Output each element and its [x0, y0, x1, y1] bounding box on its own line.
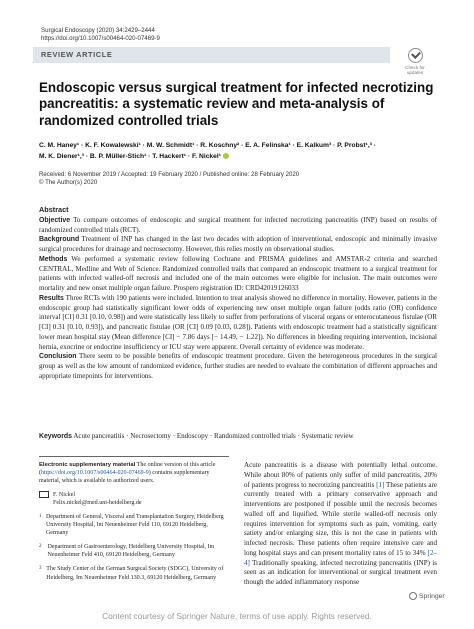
springer-logo-icon	[409, 592, 417, 600]
affiliation-number: 2	[39, 544, 42, 550]
check-for-updates-button[interactable]	[400, 48, 430, 75]
abstract-conclusion	[39, 352, 437, 381]
check-updates-icon	[408, 48, 423, 63]
results-label: Results	[39, 294, 64, 302]
authors-line-1: C. M. Haney¹ · K. F. Kowalewski¹ · M. W. Schmidt¹ · R. Koschny² · E. A. Felinska¹ · E. Kalkum³ · P. Probst¹,³ ·	[39, 142, 377, 149]
keywords-line	[39, 432, 437, 442]
conclusion-text: There seem to be possible benefits of endoscopic treatment procedure. Given the heterogeneous procedures in the surgical group as well as the low amount of randomized evidence, further studies are needed to evaluate the combination of different approaches and appropriate timepoints for interventions.	[39, 352, 437, 380]
body-p3: Traditionally speaking, infected necrotizing pancreatitis (INP) is seen as an indication for interventional or surgical treatment even though the added inflammatory response	[244, 558, 437, 586]
abstract-heading: Abstract	[39, 205, 69, 214]
affiliation	[39, 543, 227, 565]
correspondence-name: F. Nickel	[53, 492, 76, 499]
copyright-line: © The Author(s) 2020	[39, 179, 98, 187]
journal-header	[41, 27, 160, 43]
orcid-icon[interactable]	[223, 153, 229, 159]
results-text: Three RCTs with 190 patients were included. Intention to treat analysis showed no difference in mortality. However, patients in the endoscopic group had statistically significant lower odds of experiencing new onset multiple organ failure (odds ratio (OR) confidence interval [CI] 0.31 [0.10, 0.98]) and were statistically less likely to suffer from perforations of visceral organs or enterocutaneous fistulae (OR [CI] 0.31 [0.10, 0.93]), and pancreatic fistulae (OR [CI] 0.09 [0.03, 0.28]). Patients with endoscopic treatment had a statistically significant lower mean hospital stay (Mean difference [CI] − 7.86 days [− 14.49, − 1.22]). No differences in bleeding requiring intervention, incisional hernia, exocrine or endocrine insufficiency or ICU stay were apparent. Overall certainty of evidence was moderate.	[39, 293, 437, 351]
objective-label: Objective	[39, 216, 71, 224]
affiliation-text: Department of General, Visceral and Transplantation Surgery, Heidelberg University Hospital, Im Neuenheimer Feld 110, 69120 Heidelberg, Germany	[45, 514, 224, 537]
esm-post: ) contains supplementary material, which is available to authorized users.	[39, 470, 210, 485]
objective-text: To compare outcomes of endoscopic and surgical treatment for infected necrotizing pancreatitis (INP) based on results of randomized controlled trials (RCT).	[39, 215, 437, 234]
article-dates	[39, 171, 439, 187]
methods-text: We performed a systematic review following Cochrane and PRISMA guidelines and AMSTAR-2 criteria and searched CENTRAL, Medline and Web of Science. Randomized controlled trails that compared an endoscopic treatment to a surgical treatment for patients with infected walled-off necrosis and included one of the main outcomes were eligible for inclusion. The main outcomes were mortality and new onset multiple organ failure. Prospero registration ID: CRD42019126033	[39, 254, 437, 292]
abstract-section	[39, 205, 437, 382]
affiliation-number: 3	[39, 566, 42, 572]
methods-label: Methods	[39, 255, 68, 263]
correspondence-email[interactable]: Felix.nickel@med.uni-heidelberg.de	[53, 500, 142, 507]
footnotes-column	[39, 461, 227, 588]
background-text: Treatment of INP has changed in the last two decades with adoption of interventional, endoscopic and minimally invasive surgical procedures for drainage and necrosectomy. However, this relies mostly on observational studies.	[39, 235, 437, 253]
background-label: Background	[39, 236, 80, 244]
article-type-label: REVIEW ARTICLE	[41, 50, 113, 59]
publisher-name: Springer	[419, 592, 445, 600]
publication-history: Received: 6 November 2019 / Accepted: 19 February 2020 / Published online: 28 February 2020	[39, 171, 300, 178]
publisher-mark	[409, 592, 445, 600]
check-updates-label: Check for updates	[405, 65, 425, 75]
affiliation	[39, 565, 227, 587]
authors-line-2: M. K. Diener¹,³ · B. P. Müller-Stich¹ · T. Hackert¹ · F. Nickel¹	[39, 153, 221, 160]
abstract-objective	[39, 216, 437, 236]
affiliation-number: 1	[39, 514, 42, 520]
esm-link[interactable]: https://doi.org/10.1007/s00464-020-07469-9	[41, 470, 149, 477]
reference-link-2[interactable]: [2–4]	[244, 548, 437, 567]
body-p1: Acute pancreatitis is a disease with potentially lethal outcome. While about 80% of patients only suffer of mild pancreatitis, 20% of patients progress to necrotizing pancreatitis	[244, 461, 437, 489]
esm-note	[39, 461, 227, 485]
correspondence	[39, 491, 227, 507]
abstract-results	[39, 294, 437, 353]
affiliation	[39, 513, 227, 543]
envelope-icon	[39, 491, 49, 498]
article-title: Endoscopic versus surgical treatment for infected necrotizing pancreatitis: a systematic review and meta-analysis of randomized controlled trials	[39, 80, 434, 128]
affiliation-text: Department of Gastroenterology, Heidelberg University Hospital, Im Neuenheimer Feld 410, 69120 Heidelberg, Germany	[47, 544, 215, 559]
article-type-banner	[33, 47, 390, 63]
abstract-methods	[39, 255, 437, 294]
esm-label: Electronic supplementary material	[39, 462, 136, 468]
reference-link-1[interactable]: [1]	[376, 480, 385, 489]
author-list	[39, 140, 439, 162]
journal-citation: Surgical Endoscopy (2020) 34:2429–2444	[41, 27, 155, 34]
footnote-divider	[39, 456, 229, 457]
affiliation-text: The Study Center of the German Surgical Society (SDGC), University of Heidelberg, Im Neuenheimer Feld 130.3, 69120 Heidelberg, Germany	[46, 566, 224, 581]
keywords-label: Keywords	[39, 433, 72, 440]
esm-pre: The online version of this article (	[39, 462, 216, 477]
keywords-text: Acute pancreatitis · Necrosectomy · Endoscopy · Randomized controlled trials · Systematic review	[73, 432, 354, 440]
authors-line-2-wrap	[39, 151, 439, 162]
introduction-text	[244, 461, 437, 588]
body-p2: These patients are currently treated with a primary conservative approach and interventions are postponed if possible until the necrosis becomes walled off and liquified. While sterile walled-off necrosis only requires intervention for symptoms such as pain, vomiting, early satiety and/or enlarging size, this is not the case in patients with infected necrosis. These patients often require intensive care and long hospital stays and can present mortality rates of 15 to 34%	[244, 480, 437, 557]
conclusion-label: Conclusion	[39, 353, 77, 361]
journal-doi[interactable]: https://doi.org/10.1007/s00464-020-07469-9	[41, 35, 160, 43]
abstract-background	[39, 235, 437, 255]
page-footer: Content courtesy of Springer Nature, terms of use apply. Rights reserved.	[102, 611, 372, 621]
